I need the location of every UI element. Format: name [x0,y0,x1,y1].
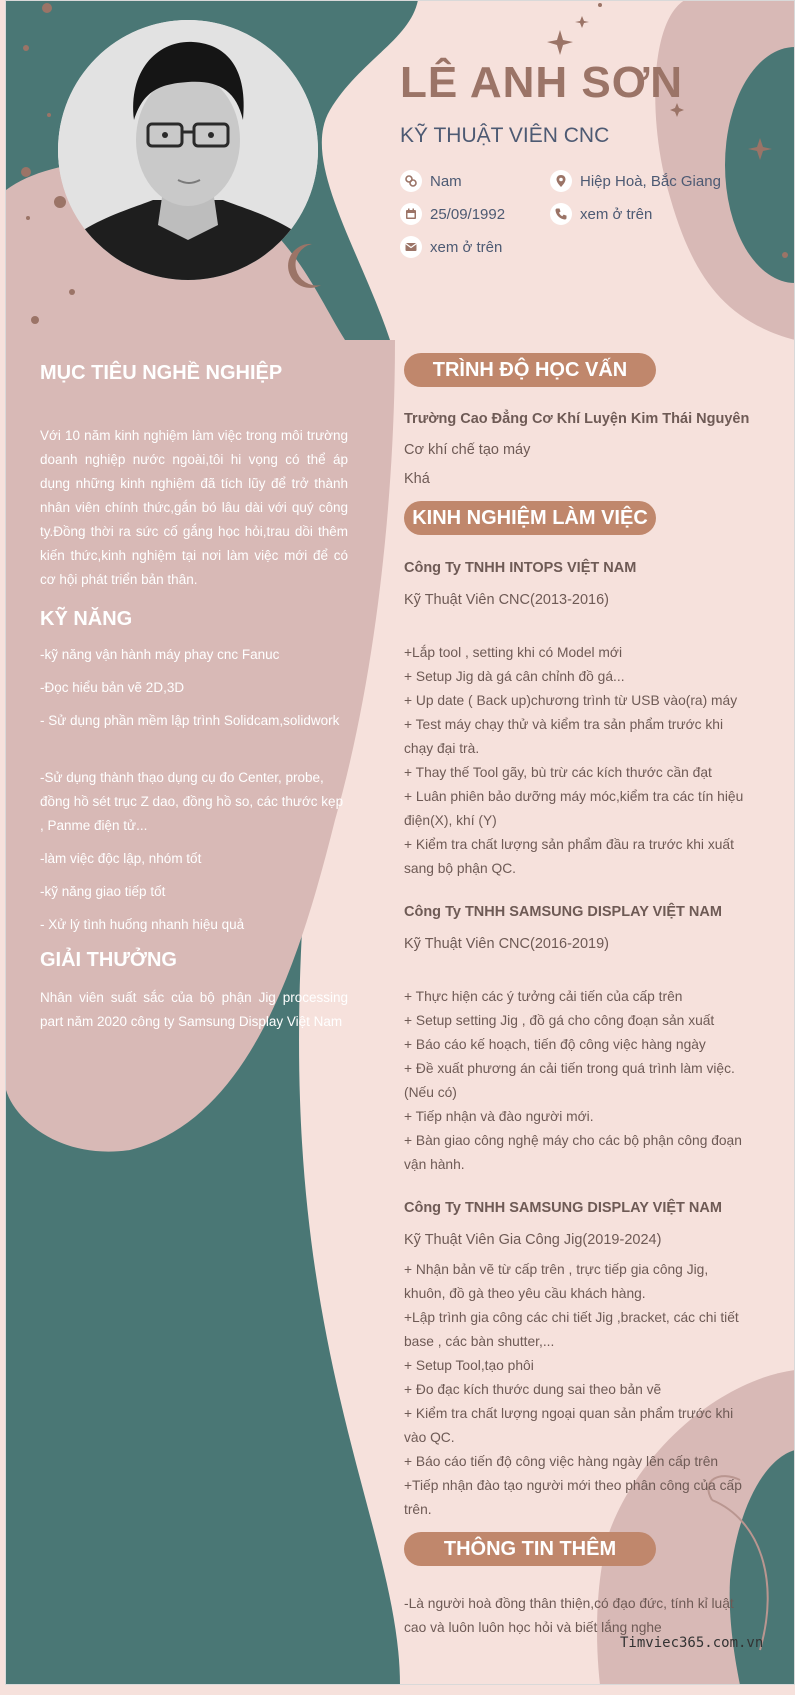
dob-value: 25/09/1992 [430,205,506,223]
duty-item: + Đề xuất phương án cải tiến trong quá trình làm việc.(Nếu có) [404,1061,735,1100]
job-company: Công Ty TNHH INTOPS VIỆT NAM [404,560,637,576]
duty-item: + Luân phiên bảo dưỡng máy móc,kiểm tra các tín hiệu điện(X), khí (Y) [404,789,744,828]
skill-item: - Sử dụng phần mềm lập trình Solidcam,solidwork [40,713,340,728]
mail-icon [400,236,422,258]
duty-item: + Nhận bản vẽ từ cấp trên , trực tiếp gia công Jig, khuôn, đồ gà theo yêu cầu khách hàng. [404,1262,709,1301]
duty-item: + Kiểm tra chất lượng ngoại quan sản phẩm trước khi vào QC. [404,1406,734,1445]
profile-photo [58,20,318,280]
duty-item: + Đo đạc kích thước dung sai theo bản vẽ [404,1382,662,1397]
major: Cơ khí chế tạo máy [404,442,531,458]
duty-item: + Tiếp nhận và đào người mới. [404,1109,594,1124]
email-info [400,236,502,258]
job-company: Công Ty TNHH SAMSUNG DISPLAY VIỆT NAM [404,1200,722,1216]
more-info-heading: THÔNG TIN THÊM [404,1532,656,1566]
more-info-text: -Là người hoà đồng thân thiện,có đạo đức, tính kỉ luật cao và luôn luôn học hỏi và biết lắng nghe [404,1596,734,1635]
job-role: Kỹ Thuật Viên Gia Công Jig(2019-2024) [404,1232,662,1248]
school-name: Trường Cao Đẳng Cơ Khí Luyện Kim Thái Nguyên [404,411,750,427]
skill-item: -Sử dụng thành thạo dụng cụ đo Center, probe, đồng hồ sét trục Z dao, đồng hồ so, các thước kẹp , Panme điện tử... [40,770,344,833]
duty-item: +Tiếp nhận đào tạo người mới theo phân công của cấp trên. [404,1478,742,1517]
duty-item: + Setup Tool,tạo phôi [404,1358,534,1373]
job-role: Kỹ Thuật Viên CNC(2016-2019) [404,936,609,952]
job-title: KỸ THUẬT VIÊN CNC [400,124,610,147]
skill-item: -kỹ năng vận hành máy phay cnc Fanuc [40,647,280,662]
address-value: Hiệp Hoà, Bắc Giang [580,172,721,190]
duty-item: + Setup Jig dà gá cân chỉnh đồ gá... [404,669,625,684]
duty-item: + Kiểm tra chất lượng sản phẩm đầu ra trước khi xuất sang bộ phận QC. [404,837,734,876]
objective-heading: MỤC TIÊU NGHỀ NGHIỆP [40,362,283,384]
grade: Khá [404,471,430,487]
skill-item: -kỹ năng giao tiếp tốt [40,884,166,899]
duty-item: + Up date ( Back up)chương trình từ USB vào(ra) máy [404,693,738,708]
address-info [550,170,721,192]
skill-item: - Xử lý tình huống nhanh hiệu quả [40,917,245,932]
email-value: xem ở trên [430,238,503,256]
dob-info [400,203,505,225]
phone-info [550,203,652,225]
gender-value: Nam [430,172,462,190]
portrait-image [58,20,318,280]
objective-text: Với 10 năm kinh nghiệm làm việc trong môi trường doanh nghiệp nước ngoài,tôi hi vọng có thể áp dụng những kinh nghiệm đã tích lũy để trở thành nhân viên chính thức,gắn bó lâu dài với quý công ty.Đồng thời ra sức cố gắng học hỏi,trau dồi thêm kiến thức,kinh nghiệm tại nơi làm việc mới để có cơ hội phát triển bản thân. [40,428,348,587]
duty-item: + Báo cáo kế hoạch, tiến độ công việc hàng ngày [404,1037,706,1052]
gender-info [400,170,462,192]
duty-item: + Thay thế Tool gãy, bù trừ các kích thước cần đạt [404,765,712,780]
awards-text: Nhân viên suất sắc của bộ phận Jig processing part năm 2020 công ty Samsung Display Việt Nam [40,990,348,1029]
gender-icon [400,170,422,192]
duty-item: + Setup setting Jig , đồ gá cho công đoạn sản xuất [404,1013,715,1028]
duty-item: + Báo cáo tiến độ công việc hàng ngày lên cấp trên [404,1454,719,1469]
experience-heading: KINH NGHIỆM LÀM VIỆC [404,501,656,535]
skill-item: -làm việc độc lập, nhóm tốt [40,851,202,866]
phone-icon [550,203,572,225]
duty-item: +Lập trình gia công các chi tiết Jig ,bracket, các chi tiết base , các bàn shutter,... [404,1310,739,1349]
calendar-icon [400,203,422,225]
duty-item: + Bàn giao công nghệ máy cho các bộ phận công đoạn vận hành. [404,1133,742,1172]
skills-heading: KỸ NĂNG [40,608,133,630]
watermark: Timviec365.com.vn [620,1635,764,1651]
phone-value: xem ở trên [580,205,653,223]
duty-item: +Lắp tool , setting khi có Model mới [404,645,623,660]
awards-heading: GIẢI THƯỞNG [40,949,177,971]
duty-item: + Thực hiện các ý tưởng cải tiến của cấp trên [404,989,683,1004]
education-heading: TRÌNH ĐỘ HỌC VẤN [404,353,656,387]
skill-item: -Đọc hiểu bản vẽ 2D,3D [40,680,185,695]
candidate-name: LÊ ANH SƠN [400,58,684,107]
job-role: Kỹ Thuật Viên CNC(2013-2016) [404,592,609,608]
duty-item: + Test máy chạy thử và kiểm tra sản phẩm trước khi chạy đại trà. [404,717,724,756]
job-company: Công Ty TNHH SAMSUNG DISPLAY VIỆT NAM [404,904,722,920]
location-pin-icon [550,170,572,192]
